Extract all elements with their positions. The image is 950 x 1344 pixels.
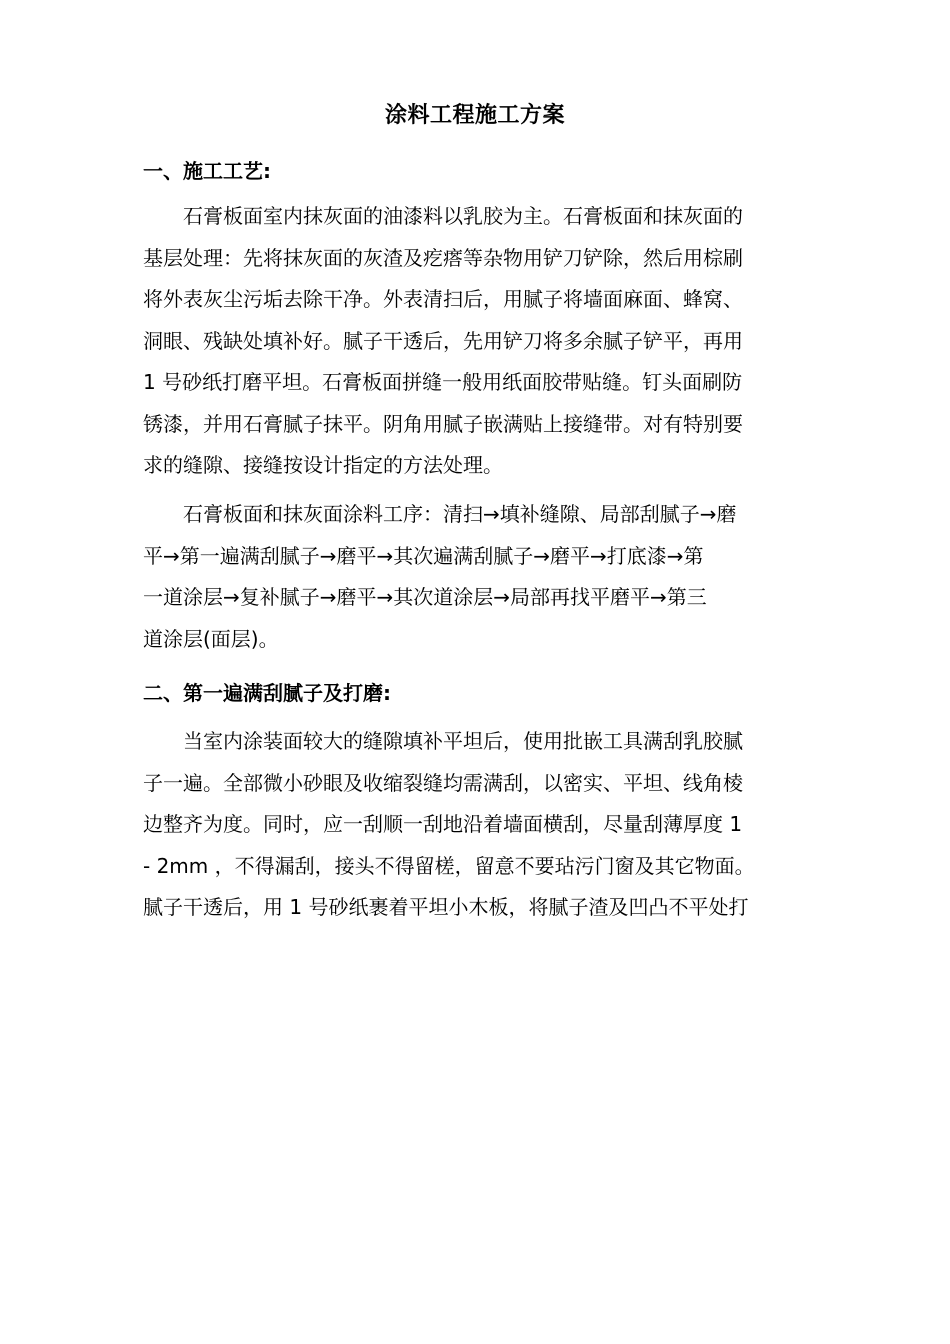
paragraph-line: 石膏板面室内抹灰面的油漆料以乳胶为主。石膏板面和抹灰面的 <box>183 204 743 228</box>
paragraph-line: 基层处理：先将抹灰面的灰渣及疙瘩等杂物用铲刀铲除，然后用棕刷 <box>143 245 743 270</box>
paragraph-line: 子一遍。全部微小砂眼及收缩裂缝均需满刮，以密实、平坦、线角棱 <box>143 770 743 795</box>
section-heading-2: 二、第一遍满刮腻子及打磨: <box>143 681 391 705</box>
section-heading-1: 一、施工工艺: <box>143 159 271 183</box>
paragraph-line: - 2mm ，不得漏刮，接头不得留槎，留意不要玷污门窗及其它物面。 <box>143 853 755 878</box>
paragraph-line: 边整齐为度。同时，应一刮顺一刮地沿着墙面横刮，尽量刮薄厚度 1 <box>143 812 743 836</box>
paragraph-line: 平→第一遍满刮腻子→磨平→其次遍满刮腻子→磨平→打底漆→第 <box>143 543 704 568</box>
paragraph-line: 1 号砂纸打磨平坦。石膏板面拼缝一般用纸面胶带贴缝。钉头面刷防 <box>143 370 743 394</box>
paragraph-line: 将外表灰尘污垢去除干净。外表清扫后，用腻子将墙面麻面、蜂窝、 <box>143 287 743 311</box>
paragraph-line: 一道涂层→复补腻子→磨平→其次道涂层→局部再找平磨平→第三 <box>143 585 707 609</box>
paragraph-2-1 <box>143 721 815 929</box>
paragraph-line: 求的缝隙、接缝按设计指定的方法处理。 <box>143 453 503 477</box>
document-title: 涂料工程施工方案 <box>384 103 565 128</box>
paragraph-1-1 <box>143 196 815 487</box>
paragraph-1-2 <box>143 494 815 660</box>
paragraph-line: 道涂层(面层)。 <box>143 626 279 651</box>
paragraph-line: 当室内涂装面较大的缝隙填补平坦后，使用批嵌工具满刮乳胶腻 <box>183 729 743 753</box>
paragraph-line: 石膏板面和抹灰面涂料工序：清扫→填补缝隙、局部刮腻子→磨 <box>183 502 737 526</box>
paragraph-line: 洞眼、残缺处填补好。腻子干透后，先用铲刀将多余腻子铲平，再用 <box>143 328 743 353</box>
paragraph-line: 锈漆，并用石膏腻子抹平。阴角用腻子嵌满贴上接缝带。对有特别要 <box>143 411 743 436</box>
paragraph-line: 腻子干透后，用 1 号砂纸裹着平坦小木板，将腻子渣及凹凸不平处打 <box>143 895 749 919</box>
